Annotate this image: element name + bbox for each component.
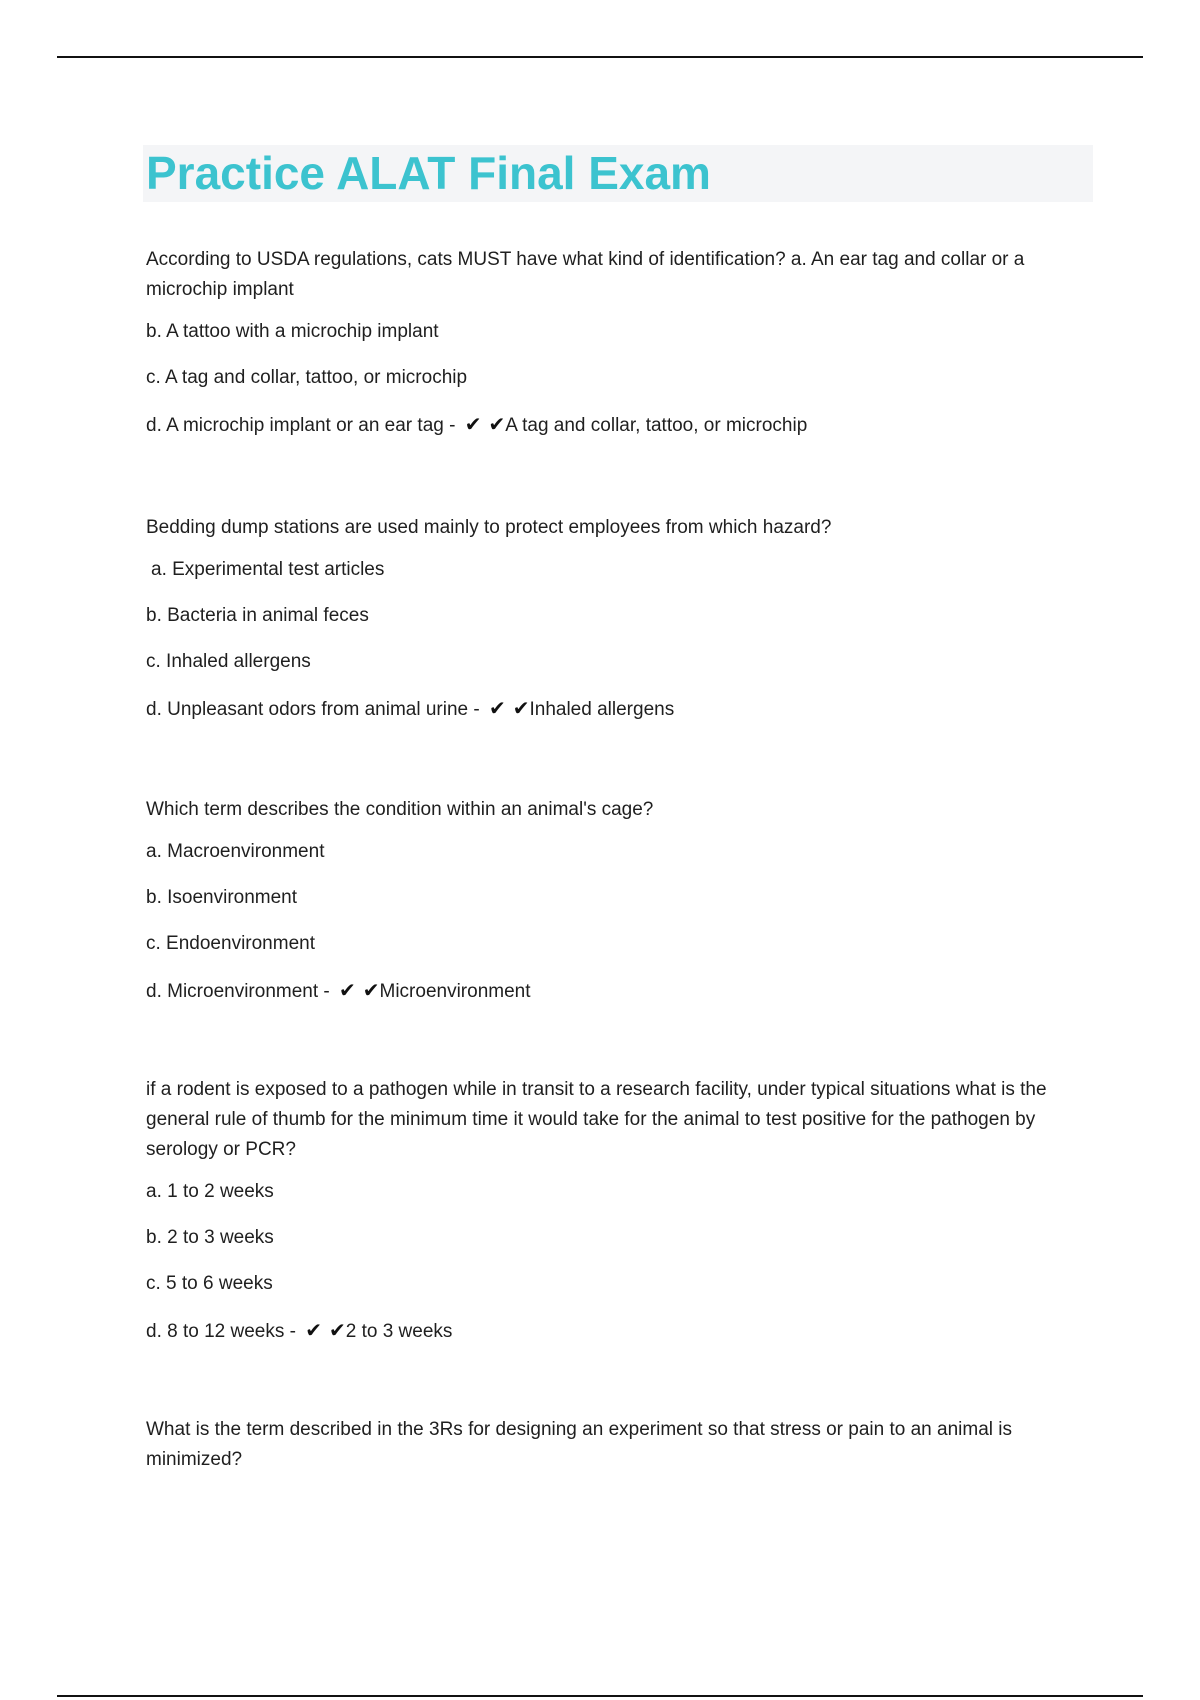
question-list [146,245,1096,1487]
answer-option [146,1315,1096,1347]
answer-option [146,409,1096,441]
question-text: Which term describes the condition within an animal's cage? [146,799,654,820]
double-check-icon: ✔ ✔ [305,1318,346,1342]
answer-option-text: d. A microchip implant or an ear tag - [146,415,456,436]
question-block [146,795,1096,1007]
double-check-icon: ✔ ✔ [489,696,530,720]
answer-option: a. 1 to 2 weeks [146,1181,274,1202]
answer-option [146,693,1096,725]
answer-option: a. Experimental test articles [151,559,385,580]
top-divider [57,56,1143,58]
correct-answer: Microenvironment [379,981,531,1002]
question-text: According to USDA regulations, cats MUST have what kind of identification? a. An ear tag and collar or a microchip implant [146,249,1025,300]
question-block [146,1075,1096,1347]
answer-option-text: d. 8 to 12 weeks - [146,1321,296,1342]
answer-option: b. 2 to 3 weeks [146,1227,274,1248]
answer-option: b. Bacteria in animal feces [146,605,369,626]
correct-answer: 2 to 3 weeks [345,1321,453,1342]
question-block [146,245,1096,441]
answer-option: c. Inhaled allergens [146,651,311,672]
correct-answer: Inhaled allergens [529,699,675,720]
question-block [146,513,1096,725]
double-check-icon: ✔ ✔ [339,978,380,1002]
correct-answer: A tag and collar, tattoo, or microchip [505,415,808,436]
answer-option: c. 5 to 6 weeks [146,1273,273,1294]
question-block [146,1415,1096,1475]
answer-option: a. Macroenvironment [146,841,325,862]
answer-option: c. Endoenvironment [146,933,315,954]
question-text: What is the term described in the 3Rs for designing an experiment so that stress or pain to an animal is minimized? [146,1419,1012,1470]
answer-option-text: d. Unpleasant odors from animal urine - [146,699,480,720]
question-text: if a rodent is exposed to a pathogen while in transit to a research facility, under typical situations what is the general rule of thumb for the minimum time it would take for the animal to test positive for the pathogen by serology or PCR? [146,1079,1047,1160]
question-text: Bedding dump stations are used mainly to protect employees from which hazard? [146,517,832,538]
answer-option-text: d. Microenvironment - [146,981,330,1002]
answer-option: c. A tag and collar, tattoo, or microchip [146,367,468,388]
document-title: Practice ALAT Final Exam [146,147,711,199]
bottom-divider [57,1695,1143,1697]
answer-option [146,975,1096,1007]
double-check-icon: ✔ ✔ [464,412,506,436]
answer-option: b. A tattoo with a microchip implant [146,321,439,342]
answer-option: b. Isoenvironment [146,887,298,908]
